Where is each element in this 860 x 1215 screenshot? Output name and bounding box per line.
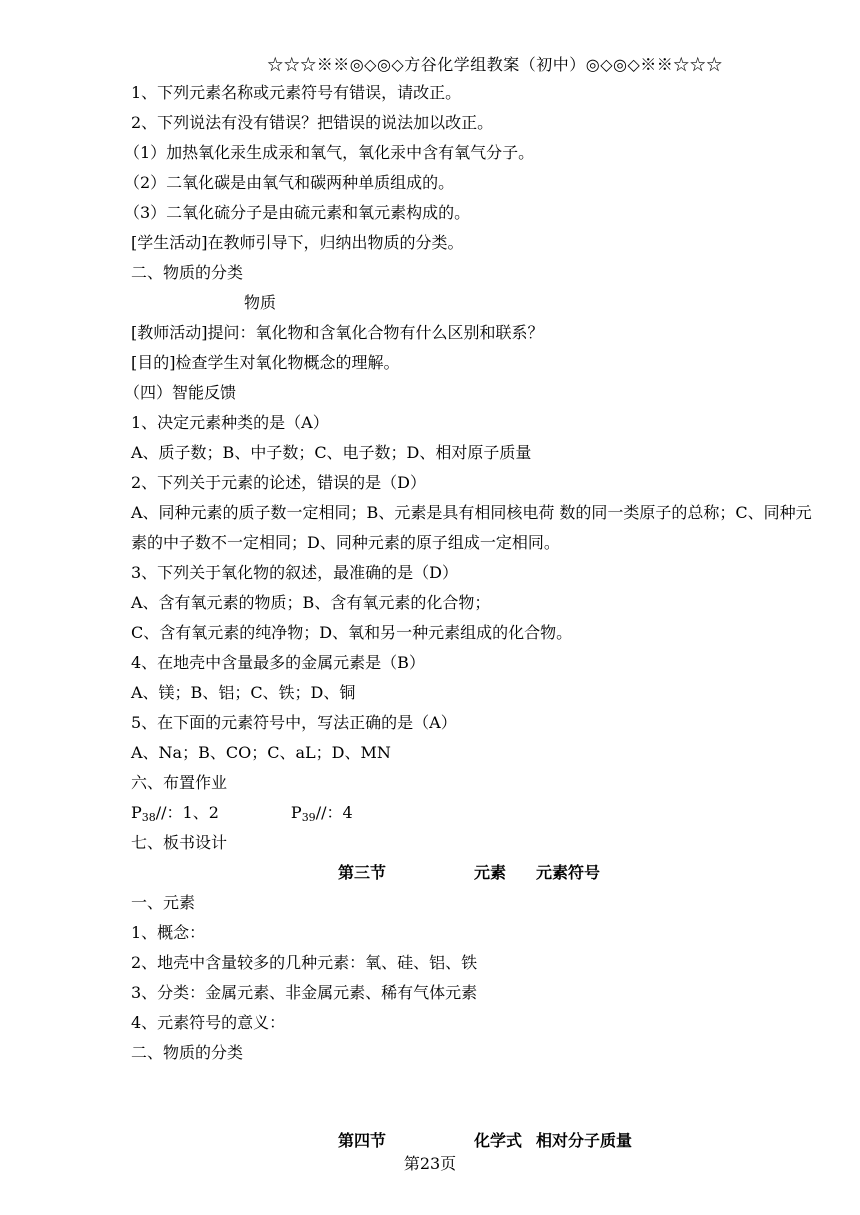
text-line: 1、概念： [131,923,206,942]
question: 2、下列关于元素的论述，错误的是（D） [131,473,427,492]
section-heading: 六、布置作业 [131,773,228,792]
text-line: （3）二氧化硫分子是由硫元素和氧元素构成的。 [124,203,471,222]
homework-line [131,798,821,828]
answer-options: A、质子数；B、中子数；C、电子数；D、相对原子质量 [131,443,532,462]
text-line: [目的]检查学生对氧化物概念的理解。 [131,353,400,372]
text-line: 1、下列元素名称或元素符号有错误，请改正。 [131,83,462,102]
homework-page-1: $P_{38}//$：1、2 [131,803,219,824]
lesson-title: 第四节 化学式 相对分子质量 [338,1131,633,1150]
question: 1、决定元素种类的是（A） [131,413,329,432]
classification-root: 物质 [244,293,277,312]
text-line: 3、分类：金属元素、非金属元素、稀有气体元素 [131,983,478,1002]
section-heading: 二、物质的分类 [131,1043,244,1062]
text-line: 4、元素符号的意义： [131,1013,286,1032]
document-body [124,78,821,1156]
homework-page-2: $P_{39}//$：4 [290,803,353,824]
answer-options: A、镁；B、铝；C、铁；D、铜 [131,683,356,702]
page-number: 第23页 [403,1154,457,1173]
question: 3、下列关于氧化物的叙述，最准确的是（D） [131,563,459,582]
section-heading: （四）智能反馈 [124,383,237,402]
text-line: [教师活动]提问：氧化物和含氧化合物有什么区别和联系？ [131,323,544,342]
lesson-title: 第三节 元素 元素符号 [338,863,601,882]
text-line: 2、下列说法有没有错误？把错误的说法加以改正。 [131,113,494,132]
answer-options: A、同种元素的质子数一定相同；B、元素是具有相同核电荷 数的同一类原子的总称；C、同种元素的中子数不一定相同；D、同种元素的原子组成一定相同。 [131,503,812,552]
question: 4、在地壳中含量最多的金属元素是（B） [131,653,425,672]
page-header: ☆☆☆※※◎◇◎◇方谷化学组教案（初中）◎◇◎◇※※☆☆☆ [267,55,723,74]
section-heading: 七、板书设计 [131,833,228,852]
answer-options: A、Na；B、CO；C、aL；D、MN [131,743,391,762]
text-line: 2、地壳中含量较多的几种元素：氧、硅、铝、铁 [131,953,478,972]
section-heading: 二、物质的分类 [131,263,244,282]
text-line: （2）二氧化碳是由氧气和碳两种单质组成的。 [124,173,455,192]
text-line: （1）加热氧化汞生成汞和氧气，氧化汞中含有氧气分子。 [124,143,535,162]
answer-options: A、含有氧元素的物质；B、含有氧元素的化合物； [131,593,491,612]
question: 5、在下面的元素符号中，写法正确的是（A） [131,713,457,732]
text-line: [学生活动]在教师引导下，归纳出物质的分类。 [131,233,464,252]
answer-options: C、含有氧元素的纯净物；D、氧和另一种元素组成的化合物。 [131,623,573,642]
section-heading: 一、元素 [131,893,196,912]
